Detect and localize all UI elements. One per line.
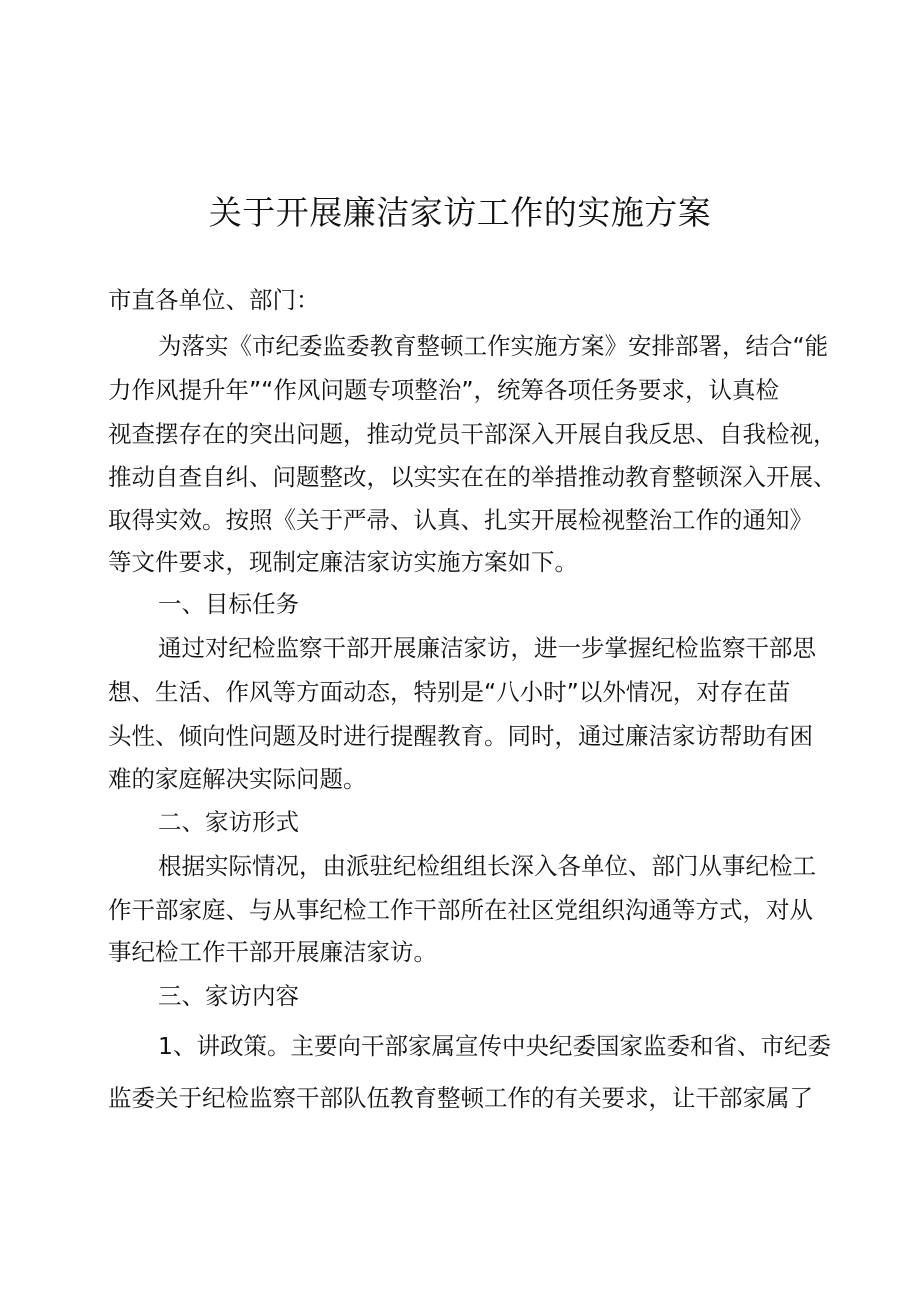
intro-line: 等文件要求，现制定廉洁家访实施方案如下。	[108, 548, 578, 576]
section-heading-content: 三、家访内容	[158, 982, 299, 1010]
section2-line: 作干部家庭、与从事纪检工作干部所在社区党组织沟通等方式，对从	[108, 896, 813, 924]
section3-line: 1、讲政策。主要向干部家属宣传中央纪委国家监委和省、市纪委	[158, 1032, 831, 1060]
section3-line: 监委关于纪检监察干部队伍教育整顿工作的有关要求，让干部家属了	[108, 1084, 813, 1112]
intro-line: 推动自查自纠、问题整改，以实实在在的举措推动教育整顿深入开展、	[108, 463, 837, 491]
section1-line: 头性、倾向性问题及时进行提醒教育。同时，通过廉洁家访帮助有困	[108, 722, 813, 750]
intro-line: 视查摆存在的突出问题，推动党员干部深入开展自我反思、自我检视，	[108, 420, 837, 448]
section2-line: 根据实际情况，由派驻纪检组组长深入各单位、部门从事纪检工	[158, 852, 816, 880]
salutation: 市直各单位、部门：	[108, 286, 320, 314]
section1-line: 通过对纪检监察干部开展廉洁家访，进一步掌握纪检监察干部思	[158, 634, 816, 662]
intro-line: 力作风提升年”“作风问题专项整治”，统筹各项任务要求，认真检	[108, 376, 780, 404]
section1-line: 想、生活、作风等方面动态，特别是“八小时”以外情况，对存在苗	[108, 678, 791, 706]
intro-line: 取得实效。按照《关于严帚、认真、扎实开展检视整治工作的通知》	[108, 506, 813, 534]
section-heading-form: 二、家访形式	[158, 808, 299, 836]
section-heading-targets: 一、目标任务	[158, 590, 299, 618]
section2-line: 事纪检工作干部开展廉洁家访。	[108, 938, 437, 966]
document-title: 关于开展廉洁家访工作的实施方案	[208, 193, 712, 232]
section1-line: 难的家庭解决实际问题。	[108, 765, 367, 793]
intro-line: 为落实《市纪委监委教育整顿工作实施方案》安排部署，结合“能	[158, 332, 829, 360]
